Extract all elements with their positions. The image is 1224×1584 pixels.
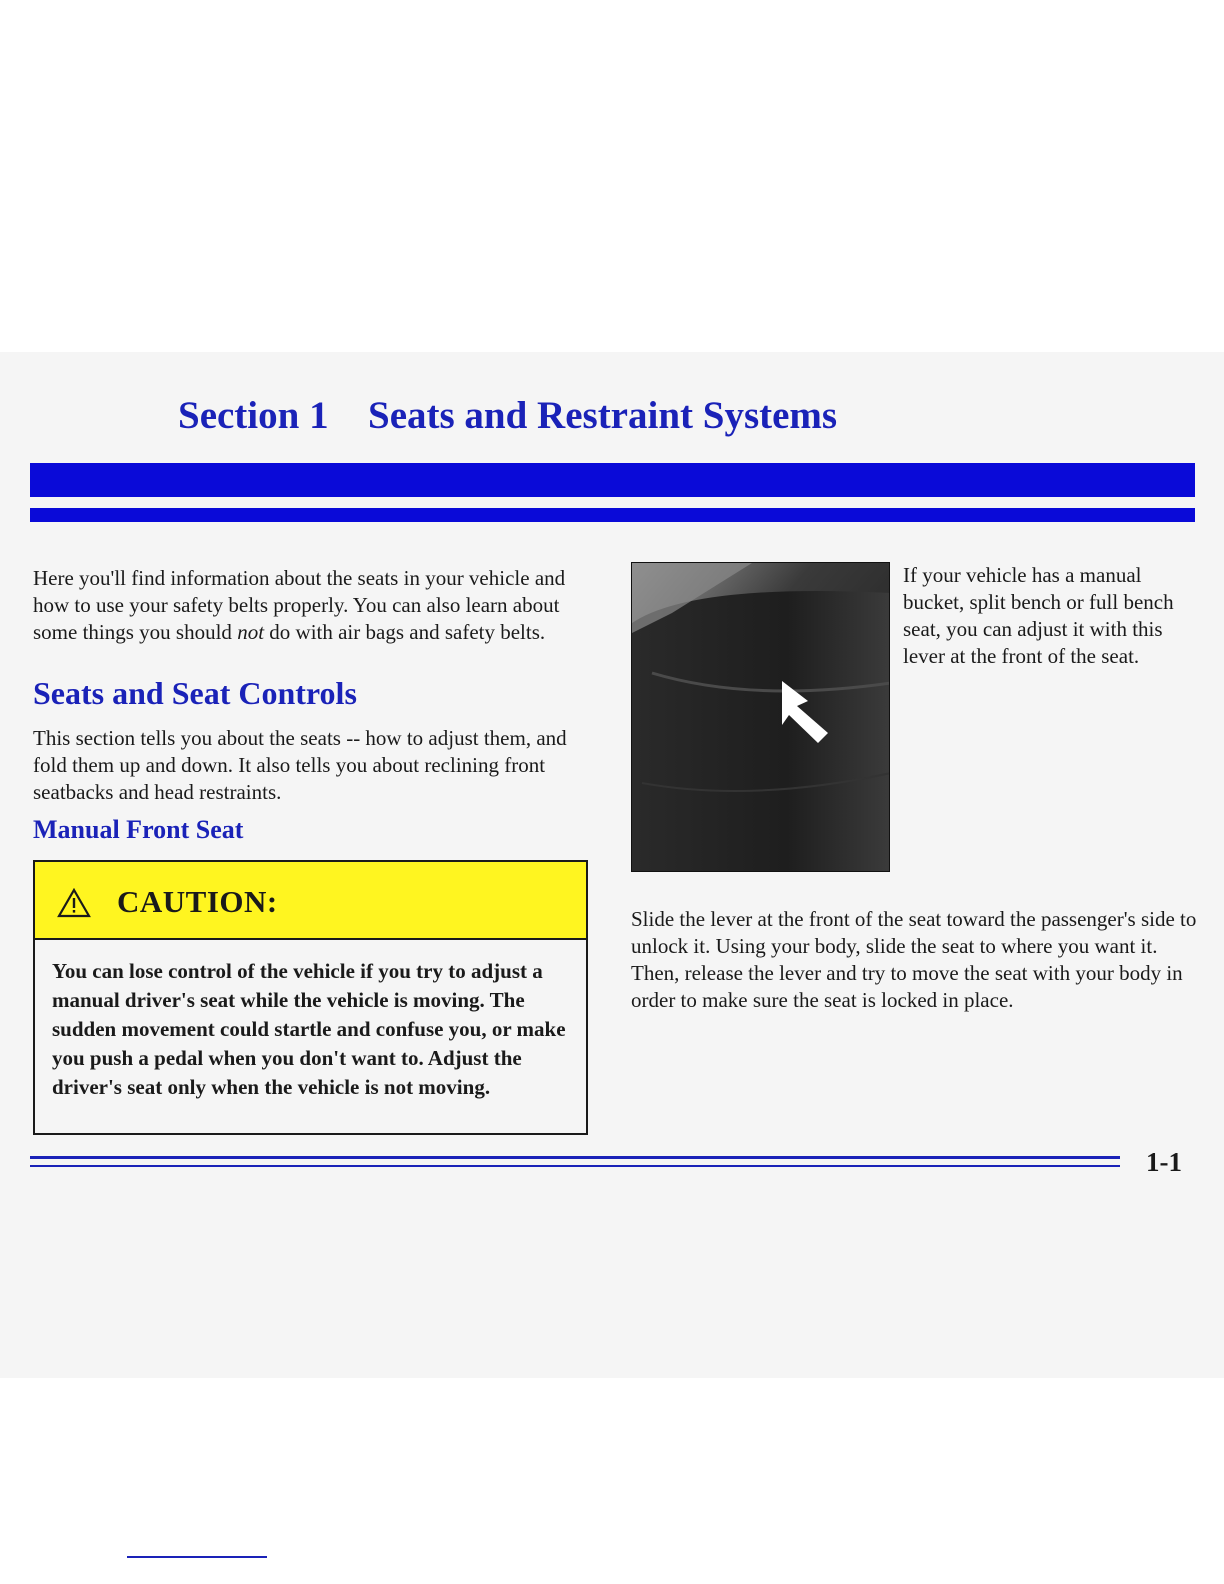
footer-rule-top (30, 1156, 1120, 1159)
section-name: Seats and Restraint Systems (368, 394, 838, 437)
bottom-line (127, 1556, 267, 1558)
seat-lever-photo (631, 562, 890, 872)
caution-label: CAUTION: (117, 884, 278, 919)
lever-instructions: Slide the lever at the front of the seat toward the passenger's side to unlock it. Using your body, slide the seat to where you want it. Then, release the lever and try to move the seat with your body in order to make sure the seat is locked in place. (631, 907, 1197, 1012)
warning-triangle-icon (57, 888, 91, 918)
seats-heading: Seats and Seat Controls (33, 675, 357, 711)
photo-caption: If your vehicle has a manual bucket, split bench or full bench seat, you can adjust it with this lever at the front of the seat. (903, 563, 1174, 668)
page-number: 1-1 (1146, 1147, 1182, 1177)
section-label: Section 1 (178, 394, 329, 437)
manual-front-seat-heading: Manual Front Seat (33, 815, 244, 844)
intro-emphasis: not (237, 620, 265, 644)
caution-header (35, 862, 586, 940)
seat-lever-photo-graphic (632, 563, 890, 872)
intro-text-start: Here you'll find information about the seats in your vehicle and how to use your safety belts properly. You can also learn about some things you should (33, 566, 566, 644)
footer-rule-bottom (30, 1165, 1120, 1167)
intro-text-end: do with air bags and safety belts. (264, 620, 546, 644)
header-bar-thick (30, 463, 1195, 497)
seats-paragraph: This section tells you about the seats -- how to adjust them, and fold them up and down. It also tells you about reclining front seatbacks and head restraints. (33, 726, 567, 804)
caution-box (33, 860, 588, 1135)
header-bar-thin (30, 508, 1195, 522)
intro-paragraph (33, 565, 593, 646)
caution-text: You can lose control of the vehicle if you try to adjust a manual driver's seat while the vehicle is moving. The sudden movement could startle and confuse you, or make you push a pedal when you don't want to. Adjust the driver's seat only when the vehicle is not moving. (52, 959, 566, 1099)
